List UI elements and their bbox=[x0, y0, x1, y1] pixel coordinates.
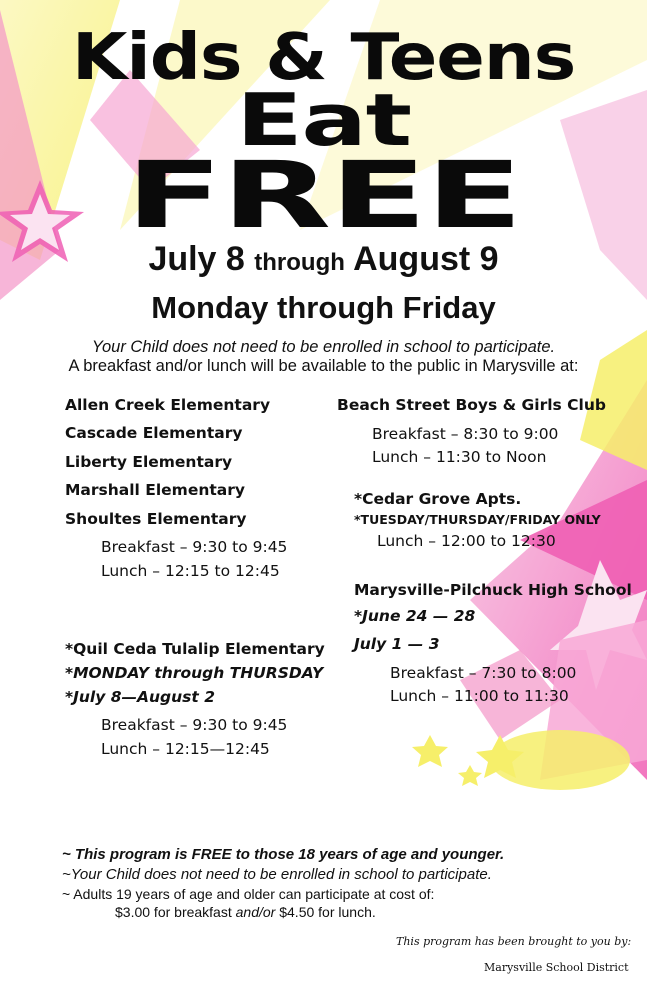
price-andor: and/or bbox=[235, 904, 276, 920]
mp-lunch-time: Lunch – 11:00 to 11:30 bbox=[390, 687, 569, 705]
site-liberty: Liberty Elementary bbox=[65, 453, 233, 471]
site-cascade: Cascade Elementary bbox=[65, 424, 243, 442]
footer-free-suffix: to those 18 years of age and younger. bbox=[231, 846, 505, 863]
footer-adults-note: ~ Adults 19 years of age and older can participate at cost of: bbox=[62, 886, 435, 902]
cedar-grove-days: *TUESDAY/THURSDAY/FRIDAY ONLY bbox=[354, 512, 601, 527]
elementary-breakfast-time: Breakfast – 9:30 to 9:45 bbox=[101, 538, 288, 556]
credit-line: This program has been brought to you by: bbox=[396, 935, 632, 948]
price-lunch: $4.50 for lunch. bbox=[275, 904, 376, 920]
cedar-grove-lunch-time: Lunch – 12:00 to 12:30 bbox=[377, 532, 556, 550]
beach-street-lunch-time: Lunch – 11:30 to Noon bbox=[372, 448, 547, 466]
mp-dates-june: *June 24 — 28 bbox=[354, 607, 476, 625]
start-date: July 8 bbox=[148, 240, 245, 278]
availability-note: A breakfast and/or lunch will be available to the public in Marysville at: bbox=[68, 357, 579, 375]
footer-free-prefix: ~ This program is bbox=[62, 846, 192, 863]
footer-enrollment-note: ~Your Child does not need to be enrolled in school to participate. bbox=[62, 866, 492, 883]
price-breakfast: $3.00 for breakfast bbox=[115, 904, 236, 920]
beach-street-breakfast-time: Breakfast – 8:30 to 9:00 bbox=[372, 425, 559, 443]
star-yellow bbox=[458, 765, 482, 786]
quil-ceda-breakfast-time: Breakfast – 9:30 to 9:45 bbox=[101, 716, 288, 734]
site-allen-creek: Allen Creek Elementary bbox=[65, 396, 271, 414]
footer-free-note bbox=[62, 846, 504, 863]
quil-ceda-dates: *July 8—August 2 bbox=[65, 688, 215, 706]
footer-prices bbox=[115, 904, 376, 920]
site-shoultes: Shoultes Elementary bbox=[65, 510, 247, 528]
site-cedar-grove: *Cedar Grove Apts. bbox=[354, 490, 522, 508]
credit-organization: Marysville School District bbox=[484, 961, 629, 974]
elementary-lunch-time: Lunch – 12:15 to 12:45 bbox=[101, 562, 280, 580]
site-quil-ceda: *Quil Ceda Tulalip Elementary bbox=[65, 640, 325, 658]
site-marysville-pilchuck: Marysville-Pilchuck High School bbox=[354, 581, 632, 599]
end-date: August 9 bbox=[353, 240, 499, 278]
weekdays: Monday through Friday bbox=[151, 290, 496, 325]
enrollment-note: Your Child does not need to be enrolled in school to participate. bbox=[91, 338, 556, 356]
title-line-3: FREE bbox=[125, 142, 522, 249]
program-dates bbox=[0, 240, 647, 279]
title-line-1: Kids & Teens bbox=[71, 21, 576, 95]
date-connector: through bbox=[254, 249, 345, 276]
title-line-2: Eat bbox=[236, 78, 411, 162]
mp-breakfast-time: Breakfast – 7:30 to 8:00 bbox=[390, 664, 577, 682]
quil-ceda-days: *MONDAY through THURSDAY bbox=[65, 664, 324, 682]
star-yellow bbox=[412, 735, 448, 767]
quil-ceda-lunch-time: Lunch – 12:15—12:45 bbox=[101, 740, 270, 758]
site-beach-street: Beach Street Boys & Girls Club bbox=[337, 396, 606, 414]
mp-dates-july: July 1 — 3 bbox=[354, 635, 440, 653]
site-marshall: Marshall Elementary bbox=[65, 481, 245, 499]
footer-free-word: FREE bbox=[191, 846, 232, 863]
